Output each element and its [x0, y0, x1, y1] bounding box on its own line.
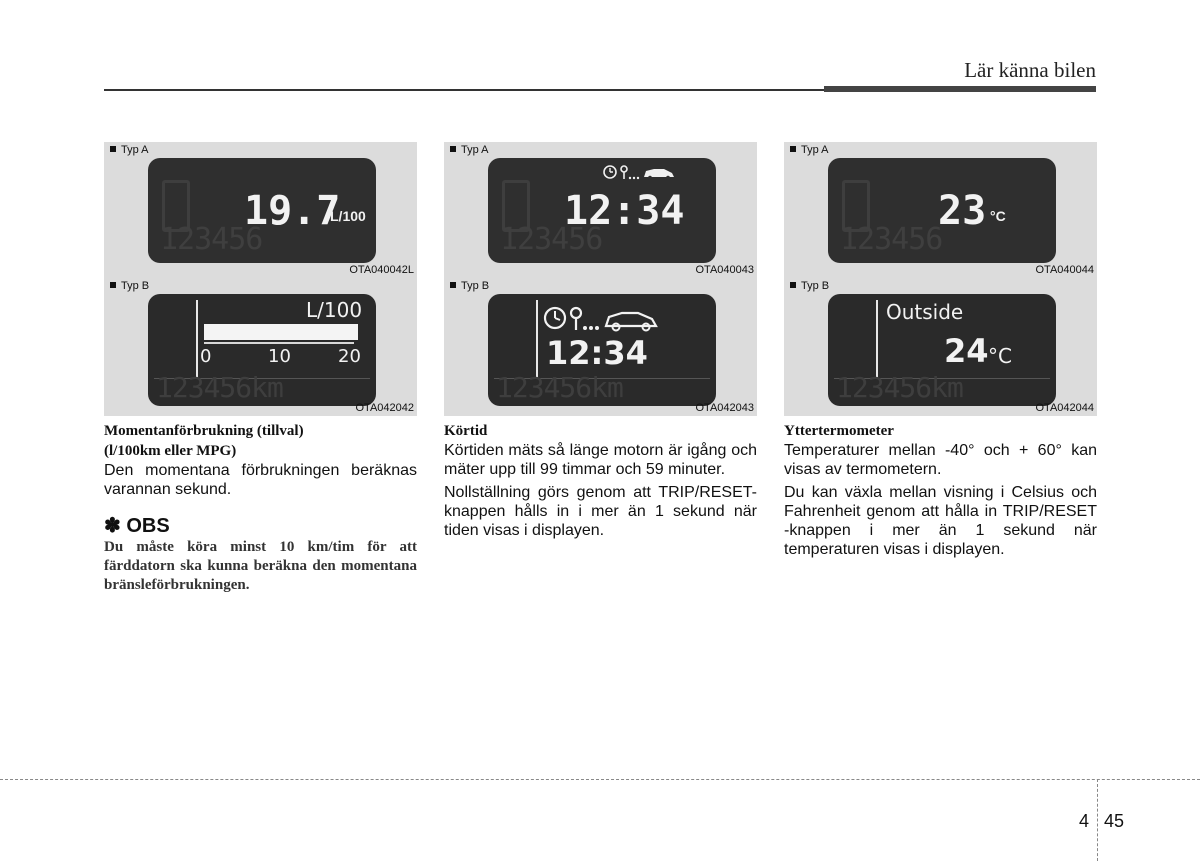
- figure-label: Typ B: [110, 280, 149, 292]
- section-heading: Yttertermometer: [784, 423, 894, 439]
- section-heading: Momentanförbrukning (tillval): [104, 423, 304, 439]
- fuel-unit: L/100: [330, 208, 366, 224]
- ghost-odometer: 123456km: [836, 371, 963, 404]
- obs-text: Du måste köra minst 10 km/tim för att färddatorn ska kunna beräkna den momentana bränsleförbrukningen.: [104, 539, 417, 593]
- temperature-unit: °C: [988, 344, 1012, 368]
- header-rule: [104, 89, 824, 91]
- temperature-value: 24: [944, 332, 989, 370]
- header-rule-accent: [824, 86, 1096, 92]
- ghost-odometer: 123456: [500, 222, 603, 257]
- section-heading-sub: (l/100km eller MPG): [104, 443, 237, 459]
- lcd-display: [148, 294, 376, 406]
- figure-code: OTA040043: [695, 264, 754, 276]
- paragraph: Du kan växla mellan visning i Celsius och Fahrenheit genom att hålla in TRIP/RESET -knappen i mer än 1 sekund när temperaturen visas i displayen.: [784, 484, 1097, 558]
- gauge-scale-line: [204, 342, 354, 344]
- figure-label: Typ A: [450, 144, 489, 156]
- fuel-value: 19.7: [244, 188, 341, 234]
- figure-drivetime-type-a: [444, 142, 757, 278]
- clock-key-car-icon: [542, 302, 672, 334]
- figure-label: Typ A: [110, 144, 149, 156]
- display-divider: [876, 300, 878, 378]
- paragraph: Temperaturer mellan -40° och + 60° kan visas av termometern.: [784, 442, 1097, 478]
- paragraph: Körtiden mäts så länge motorn är igång och mäter upp till 99 timmar och 59 minuter.: [444, 442, 757, 478]
- outside-label: Outside: [886, 300, 964, 324]
- fuel-unit: L/100: [306, 298, 363, 322]
- lcd-display: [828, 158, 1056, 263]
- footer-rule: [0, 779, 1200, 780]
- column-temperature-text: [784, 421, 1097, 563]
- figure-temperature-type-b: [784, 278, 1097, 416]
- gauge-tick-label: 10: [268, 346, 291, 367]
- page-header-title: Lär känna bilen: [964, 58, 1096, 82]
- temperature-unit: °C: [990, 208, 1006, 224]
- ghost-odometer: 123456: [840, 222, 943, 257]
- figure-code: OTA042044: [1035, 402, 1094, 414]
- figure-code: OTA040044: [1035, 264, 1094, 276]
- figure-code: OTA040042L: [349, 264, 414, 276]
- clock-key-car-icon: [602, 162, 682, 182]
- lcd-display: [148, 158, 376, 263]
- figure-fuel-type-a: [104, 142, 417, 278]
- fuel-gauge-bar: [204, 324, 358, 340]
- column-fuel-text: [104, 421, 417, 595]
- ghost-odometer: 123456: [160, 222, 263, 257]
- temperature-value: 23: [938, 188, 987, 234]
- ghost-odometer: 123456km: [156, 371, 283, 404]
- section-heading: Körtid: [444, 423, 488, 439]
- figure-label: Typ A: [790, 144, 829, 156]
- figure-temperature-type-a: [784, 142, 1097, 278]
- display-divider: [536, 300, 538, 378]
- figure-fuel-type-b: [104, 278, 417, 416]
- footer-divider: [1097, 779, 1098, 861]
- time-value: 12:34: [564, 188, 685, 234]
- time-value: 12:34: [546, 334, 648, 372]
- gauge-tick-label: 0: [200, 346, 212, 367]
- gauge-tick-label: 20: [338, 346, 361, 367]
- figure-label: Typ B: [450, 280, 489, 292]
- column-drivetime-text: [444, 421, 757, 544]
- obs-title: ✽ OBS: [104, 515, 170, 537]
- ghost-odometer: 123456km: [496, 371, 623, 404]
- lcd-display: [488, 294, 716, 406]
- figure-code: OTA042043: [695, 402, 754, 414]
- display-divider: [196, 300, 198, 378]
- figure-label: Typ B: [790, 280, 829, 292]
- page-number: 45: [1104, 811, 1125, 831]
- paragraph: Den momentana förbrukningen beräknas varannan sekund.: [104, 462, 417, 498]
- chapter-number: 4: [1079, 811, 1090, 831]
- lcd-display: [488, 158, 716, 263]
- paragraph: Nollställning görs genom att TRIP/RESET-knappen hålls in i mer än 1 sekund när tiden visas i displayen.: [444, 484, 757, 539]
- figure-drivetime-type-b: [444, 278, 757, 416]
- lcd-display: [828, 294, 1056, 406]
- figure-code: OTA042042: [355, 402, 414, 414]
